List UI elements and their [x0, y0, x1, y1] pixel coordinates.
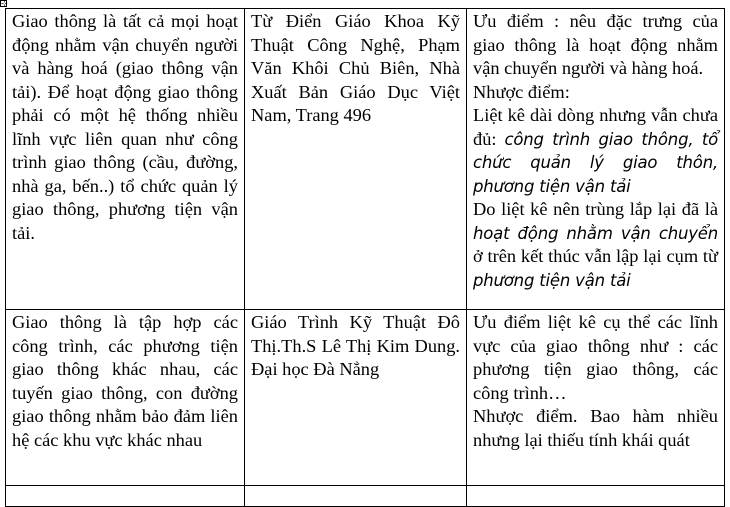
evaluation-block [473, 9, 718, 292]
source-text [251, 486, 460, 487]
definition-cell[interactable] [6, 310, 245, 486]
definition-text: Giao thông là tất cả mọi hoạt động nhằm vận chuyển người và hàng hoá (giao thông vận tải). Để hoạt động giao thông phải có một hệ thống nhiều lĩnh vực liên quan như công trình giao thông (cầu, đường, nhà ga, bến..) tổ chức quản lý giao thông, phương tiện vận tải. [12, 11, 238, 243]
definition-cell[interactable] [6, 9, 245, 310]
definition-cell[interactable] [6, 486, 245, 507]
source-cell[interactable] [245, 9, 467, 310]
definitions-table [5, 8, 725, 507]
table-row [6, 486, 725, 507]
source-text: Giáo Trình Kỹ Thuật Đô Thị.Th.S Lê Thị Kim Dung. Đại học Đà Nẳng [251, 312, 460, 379]
evaluation-block [473, 310, 718, 452]
point-2-italic-phrase-a: hoạt động nhằm vận chuyển [473, 223, 718, 243]
source-cell[interactable] [245, 310, 467, 486]
disadvantage-text: Nhược điểm. Bao hàm nhiều nhưng lại thiếu tính khái quát [473, 406, 718, 450]
point-2-italic-phrase-b: phương tiện vận tải [473, 270, 631, 290]
disadvantage-point-1 [473, 104, 718, 198]
advantage-text: Ưu điểm liệt kê cụ thể các lĩnh vực của giao thông như : các phương tiện giao thông, các công trình… [473, 312, 718, 403]
table-row [6, 9, 725, 310]
evaluation-cell[interactable] [467, 9, 725, 310]
point-2-mid: ở trên kết thúc vẫn lập lại cụm từ [473, 246, 718, 266]
source-text: Từ Điển Giáo Khoa Kỹ Thuật Công Nghệ, Phạm Văn Khôi Chủ Biên, Nhà Xuất Bản Giáo Dục Việt Nam, Trang 496 [251, 11, 460, 125]
source-cell[interactable] [245, 486, 467, 507]
table-move-handle[interactable]: ⊹ [1, 0, 8, 8]
evaluation-cell[interactable] [467, 486, 725, 507]
table-row [6, 310, 725, 486]
point-2-lead: Do liệt kê nên trùng lắp lại đã là [473, 199, 718, 219]
document-page [5, 8, 725, 507]
disadvantage-label: Nhược điểm: [473, 81, 570, 102]
definition-text: Giao thông là tập hợp các công trình, các phương tiện giao thông khác nhau, các tuyến giao thông, con đường giao thông nhằm bảo đảm liên hệ các khu vực khác nhau [12, 312, 238, 450]
advantage-text: Ưu điểm : nêu đặc trưng của giao thông là hoạt động nhằm vận chuyển người và hàng hoá. [473, 11, 718, 78]
disadvantage-point-2 [473, 198, 718, 292]
evaluation-cell[interactable] [467, 310, 725, 486]
point-1-italic-phrase: công trình giao thông, tổ chức quản lý giao thôn, phương tiện vận tải [473, 129, 718, 196]
definition-text [12, 486, 238, 487]
point-1-lead: Liệt kê dài dòng nhưng vẫn chưa đủ: [473, 105, 718, 149]
